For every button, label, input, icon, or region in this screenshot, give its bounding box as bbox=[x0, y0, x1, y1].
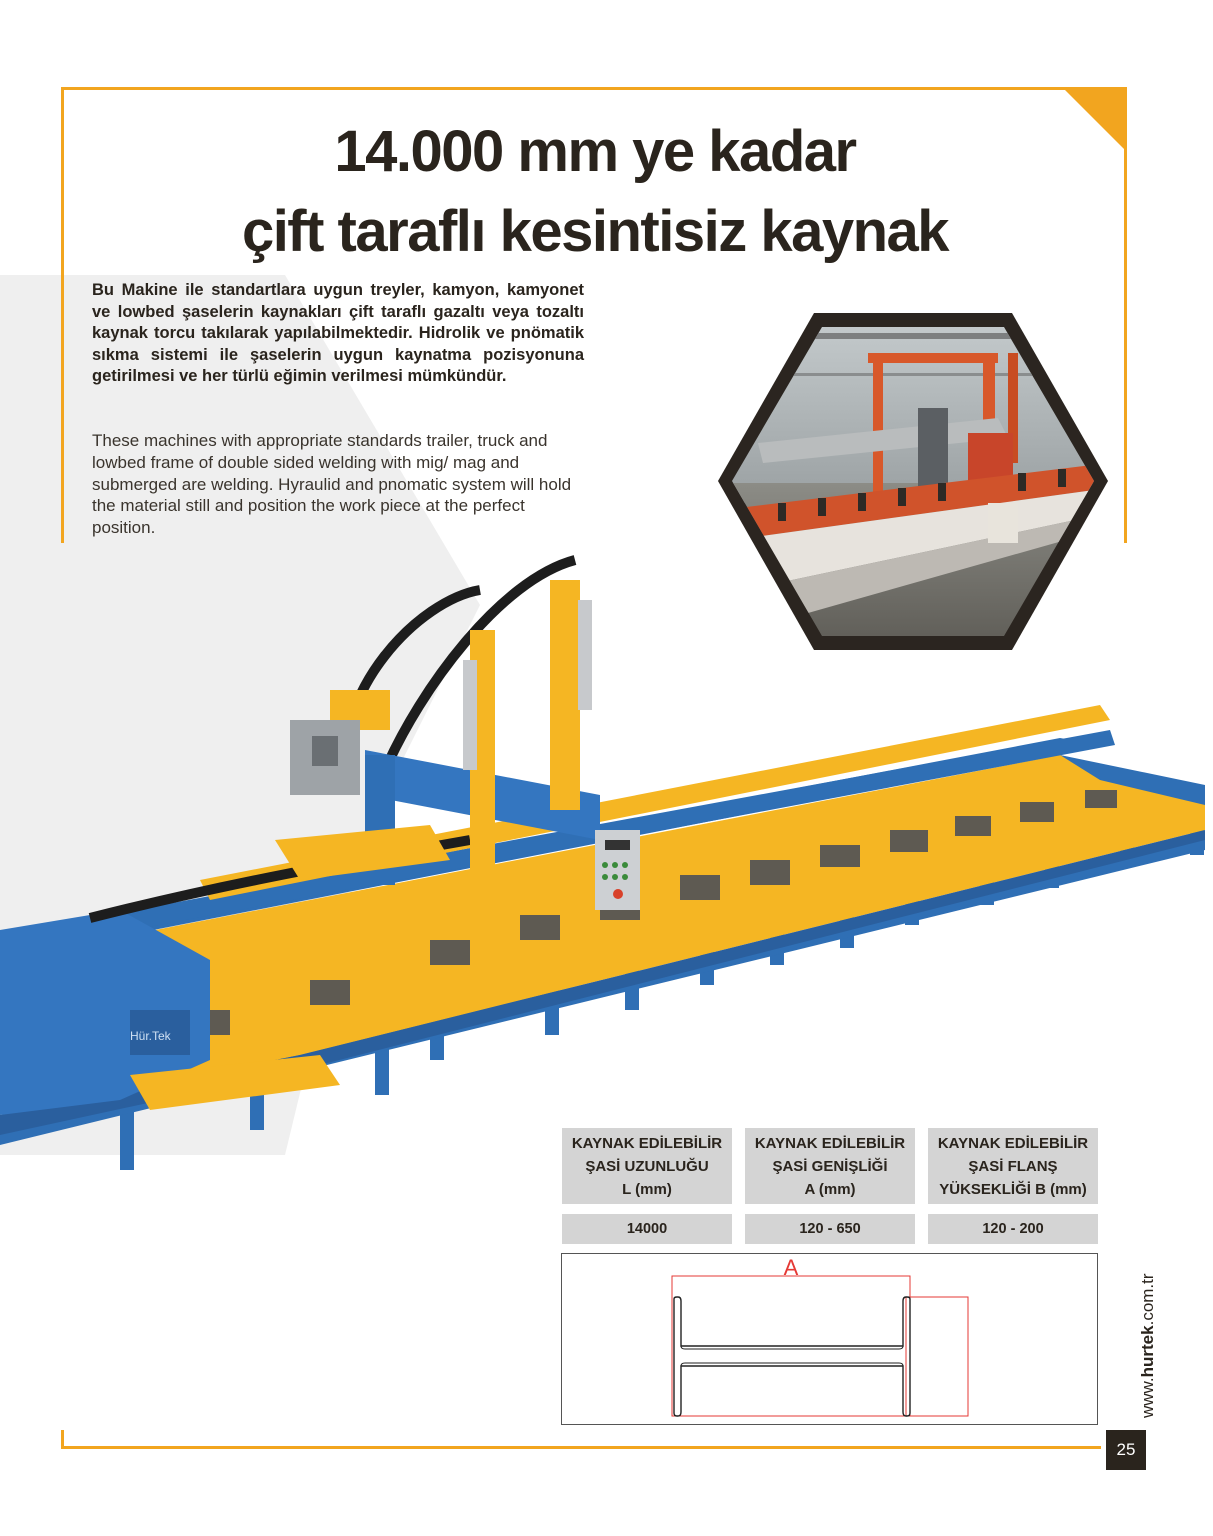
welding-machine-illustration bbox=[0, 540, 1213, 1180]
spec-header-line: ŞASİ GENİŞLİĞİ bbox=[772, 1157, 888, 1175]
spec-header-line: A (mm) bbox=[804, 1180, 856, 1198]
page-number: 25 bbox=[1106, 1430, 1146, 1470]
spec-header-line: KAYNAK EDİLEBİLİR bbox=[571, 1134, 723, 1152]
frame-right-line bbox=[1124, 87, 1127, 543]
spec-header-line: KAYNAK EDİLEBİLİR bbox=[937, 1134, 1089, 1152]
url-brand: hurtek bbox=[1138, 1325, 1157, 1378]
spec-value-flange-height: 120 - 200 bbox=[928, 1214, 1098, 1244]
frame-top-line bbox=[61, 87, 1127, 90]
spec-header-line: L (mm) bbox=[622, 1180, 672, 1198]
description-english: These machines with appropriate standards trailer, truck and lowbed frame of double sided welding with mig/ mag and submerged are welding. Hyraulid and pnomatic system will hold the material still and position the work piece at the perfect position. bbox=[92, 431, 572, 538]
spec-header-line: ŞASİ UZUNLUĞU bbox=[585, 1157, 709, 1175]
spec-header-line: KAYNAK EDİLEBİLİR bbox=[754, 1134, 906, 1152]
description-turkish: Bu Makine ile standartlara uygun treyler, kamyon, kamyonet ve lowbed şaselerin kaynakları çift taraflı gazaltı veya tozaltı kaynak torcu takılarak yapılabilmektedir. Hidrolik ve pnömatik sıkma sistemi ile şaselerin uygun kaynatma pozisyonuna getirilmesi ve her türlü eğimin verilmesi mümkündür. bbox=[92, 281, 584, 385]
url-suffix: .com.tr bbox=[1138, 1273, 1157, 1326]
frame-bottom-tick bbox=[61, 1430, 64, 1449]
spec-header-width bbox=[745, 1128, 915, 1204]
spec-header-flange-height bbox=[928, 1128, 1098, 1204]
frame-left-line bbox=[61, 87, 64, 543]
spec-value-length: 14000 bbox=[562, 1214, 732, 1244]
website-url[interactable] bbox=[1138, 1273, 1158, 1418]
page-title bbox=[90, 112, 1100, 272]
title-line-2: çift taraflı kesintisiz kaynak bbox=[241, 199, 949, 264]
i-beam-dimension-diagram bbox=[561, 1253, 1098, 1425]
title-line-1: 14.000 mm ye kadar bbox=[334, 119, 856, 184]
spec-header-line: YÜKSEKLİĞİ B (mm) bbox=[939, 1180, 1087, 1198]
spec-header-length bbox=[562, 1128, 732, 1204]
spec-value-width: 120 - 650 bbox=[745, 1214, 915, 1244]
dimension-a-label: A bbox=[783, 1255, 799, 1280]
frame-bottom-line bbox=[61, 1446, 1101, 1449]
machine-brand-label: Hür.Tek bbox=[130, 1029, 171, 1043]
spec-header-line: ŞASİ FLANŞ bbox=[968, 1157, 1058, 1175]
url-prefix: www. bbox=[1138, 1377, 1157, 1418]
